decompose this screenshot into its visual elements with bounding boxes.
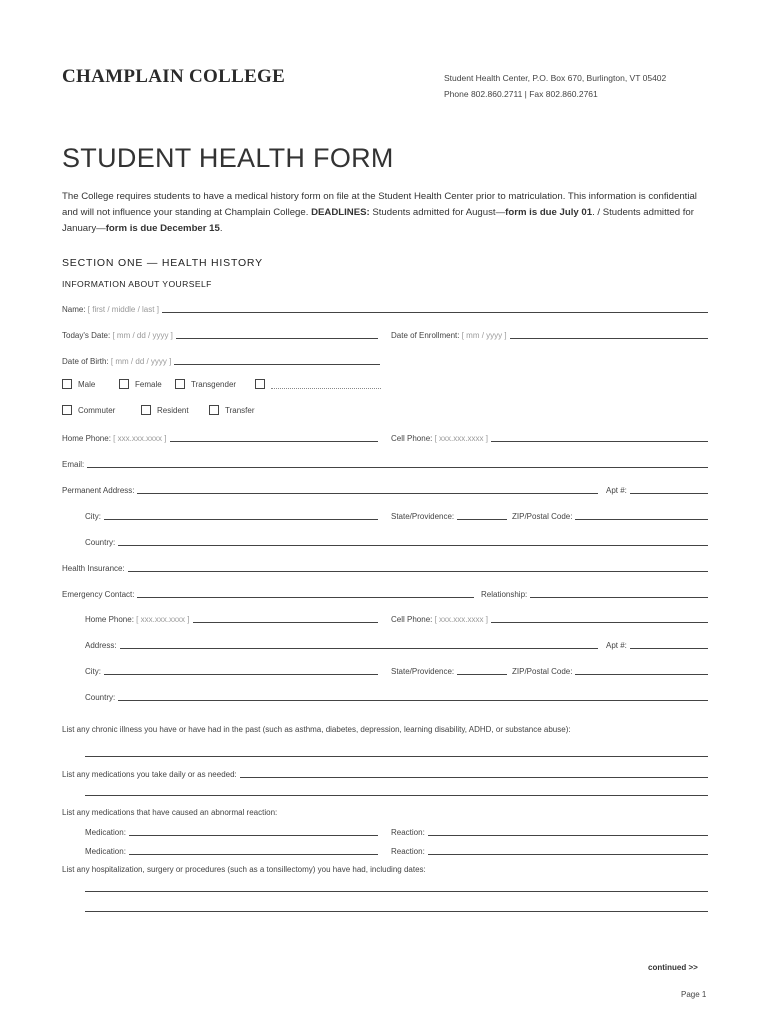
female-box[interactable] [119,379,129,389]
intro-text-1: The College requires students to have a medical history form on file at the Student Health Center prior to matriculation. This information is confidential and will not influence your standing at Champlain College. [62,191,697,218]
relationship-label: Relationship: [481,590,528,599]
reaction-field-2[interactable] [391,844,708,858]
medication-line-1[interactable] [129,835,378,836]
other-gender-box[interactable] [255,379,265,389]
permanent-address-line[interactable] [137,493,598,494]
commuter-checkbox[interactable] [62,405,115,415]
city-label: City: [85,512,101,521]
college-logo: CHAMPLAIN COLLEGE [62,66,286,87]
emergency-country-label: Country: [85,693,116,702]
august-deadline: form is due July 01 [505,207,593,218]
resident-checkbox[interactable] [141,405,189,415]
other-gender-checkbox[interactable] [255,379,381,389]
health-insurance-line[interactable] [128,571,708,572]
todays-date-hint: [ mm / dd / yyyy ] [112,331,173,340]
emergency-zip-field[interactable] [512,664,708,678]
emergency-state-line[interactable] [457,674,507,675]
relationship-line[interactable] [530,597,708,598]
emergency-address-line[interactable] [120,648,598,649]
emergency-cell-phone-line[interactable] [491,622,708,623]
transgender-label: Transgender [191,379,237,389]
commuter-box[interactable] [62,405,72,415]
male-label: Male [78,379,96,389]
email-field[interactable] [62,457,708,471]
permanent-address-label: Permanent Address: [62,486,135,495]
medication-label-2: Medication: [85,847,126,856]
emergency-state-label: State/Providence: [391,667,455,676]
reaction-line-1[interactable] [428,835,708,836]
name-hint: [ first / middle / last ] [87,305,159,314]
name-field[interactable] [62,302,708,316]
emergency-zip-label: ZIP/Postal Code: [512,667,573,676]
section-title: SECTION ONE — HEALTH HISTORY [62,257,263,269]
cell-phone-hint: [ xxx.xxx.xxxx ] [434,434,488,443]
continued-label: continued >> [648,963,698,972]
page-number: Page 1 [681,990,707,999]
emergency-zip-line[interactable] [575,674,708,675]
zip-line[interactable] [575,519,708,520]
intro-text-3: . / Students admitted for January— [62,207,694,234]
transgender-box[interactable] [175,379,185,389]
home-phone-field[interactable] [62,431,378,445]
medication-field-2[interactable] [85,844,378,858]
emergency-address-label: Address: [85,641,117,650]
emergency-home-phone-label: Home Phone: [85,615,134,624]
emergency-cell-phone-label: Cell Phone: [391,615,433,624]
medications-label: List any medications you take daily or as needed: [62,770,237,779]
zip-field[interactable] [512,509,708,523]
dob-hint: [ mm / dd / yyyy ] [110,357,172,366]
enrollment-date-hint: [ mm / yyyy ] [461,331,507,340]
emergency-contact-field[interactable] [62,587,474,601]
female-label: Female [135,379,162,389]
health-insurance-field[interactable] [62,561,708,575]
intro-paragraph [62,189,712,237]
permanent-apt-line[interactable] [630,493,708,494]
reaction-field-1[interactable] [391,825,708,839]
emergency-home-phone-hint: [ xxx.xxx.xxxx ] [136,615,190,624]
home-phone-line[interactable] [170,441,379,442]
todays-date-label: Today's Date: [62,331,111,340]
dob-line[interactable] [174,364,380,365]
emergency-apt-line[interactable] [630,648,708,649]
enrollment-date-field[interactable] [391,328,708,342]
intro-text-2: Students admitted for August— [369,207,506,218]
female-checkbox[interactable] [119,379,162,389]
country-line[interactable] [118,545,708,546]
country-field[interactable] [85,535,708,549]
cell-phone-field[interactable] [391,431,708,445]
transgender-checkbox[interactable] [175,379,236,389]
enrollment-date-line[interactable] [510,338,708,339]
transfer-label: Transfer [225,405,255,415]
cell-phone-line[interactable] [491,441,708,442]
emergency-cell-phone-field[interactable] [391,612,708,626]
enrollment-date-label: Date of Enrollment: [391,331,460,340]
emergency-country-field[interactable] [85,690,708,704]
chronic-illness-line[interactable] [85,756,708,757]
emergency-contact-line[interactable] [137,597,474,598]
emergency-state-field[interactable] [391,664,507,678]
permanent-apt-label: Apt #: [606,486,627,495]
home-phone-hint: [ xxx.xxx.xxxx ] [113,434,167,443]
emergency-country-line[interactable] [118,700,708,701]
male-checkbox[interactable] [62,379,95,389]
emergency-city-label: City: [85,667,101,676]
resident-box[interactable] [141,405,151,415]
subsection-title: INFORMATION ABOUT YOURSELF [62,279,212,289]
reaction-label-1: Reaction: [391,828,425,837]
name-label: Name: [62,305,86,314]
emergency-home-phone-field[interactable] [85,612,378,626]
dob-field[interactable] [62,354,380,368]
permanent-apt-field[interactable] [606,483,708,497]
emergency-apt-label: Apt #: [606,641,627,650]
hospitalization-line-2[interactable] [85,911,708,912]
city-field[interactable] [85,509,378,523]
email-label: Email: [62,460,85,469]
form-title: STUDENT HEALTH FORM [62,143,394,173]
medications-line-2[interactable] [85,795,708,796]
home-phone-label: Home Phone: [62,434,111,443]
contact-address: Student Health Center, P.O. Box 670, Burlington, VT 05402 [444,73,667,83]
emergency-cell-phone-hint: [ xxx.xxx.xxxx ] [434,615,488,624]
medication-line-2[interactable] [129,854,378,855]
emergency-address-field[interactable] [85,638,598,652]
dob-label: Date of Birth: [62,357,109,366]
todays-date-field[interactable] [62,328,378,342]
hospitalization-question: List any hospitalization, surgery or procedures (such as a tonsillectomy) you have had, including dates: [62,865,426,874]
chronic-illness-question: List any chronic illness you have or have had in the past (such as asthma, diabetes, depression, learning disability, ADHD, or substance abuse): [62,725,571,734]
state-field[interactable] [391,509,507,523]
intro-text-4: . [219,223,223,234]
city-line[interactable] [104,519,378,520]
state-label: State/Providence: [391,512,455,521]
transfer-box[interactable] [209,405,219,415]
medications-line[interactable] [240,777,708,778]
emergency-home-phone-line[interactable] [193,622,379,623]
other-gender-line[interactable] [271,380,381,389]
health-insurance-label: Health Insurance: [62,564,125,573]
male-box[interactable] [62,379,72,389]
emergency-city-line[interactable] [104,674,378,675]
reaction-label-2: Reaction: [391,847,425,856]
contact-info [444,70,666,102]
reactions-question: List any medications that have caused an abnormal reaction: [62,808,278,817]
emergency-contact-label: Emergency Contact: [62,590,135,599]
email-line[interactable] [87,467,708,468]
commuter-label: Commuter [78,405,116,415]
deadlines-label: DEADLINES: [311,207,370,218]
zip-label: ZIP/Postal Code: [512,512,573,521]
transfer-checkbox[interactable] [209,405,255,415]
emergency-apt-field[interactable] [606,638,708,652]
emergency-city-field[interactable] [85,664,378,678]
medication-field-1[interactable] [85,825,378,839]
reaction-line-2[interactable] [428,854,708,855]
hospitalization-line-1[interactable] [85,891,708,892]
contact-phone-fax: Phone 802.860.2711 | Fax 802.860.2761 [444,89,598,99]
todays-date-line[interactable] [176,338,378,339]
permanent-address-field[interactable] [62,483,598,497]
country-label: Country: [85,538,116,547]
resident-label: Resident [157,405,189,415]
medications-field[interactable] [62,767,708,781]
relationship-field[interactable] [481,587,708,601]
cell-phone-label: Cell Phone: [391,434,433,443]
name-line[interactable] [162,312,708,313]
state-line[interactable] [457,519,507,520]
january-deadline: form is due December 15 [105,223,220,234]
medication-label-1: Medication: [85,828,126,837]
